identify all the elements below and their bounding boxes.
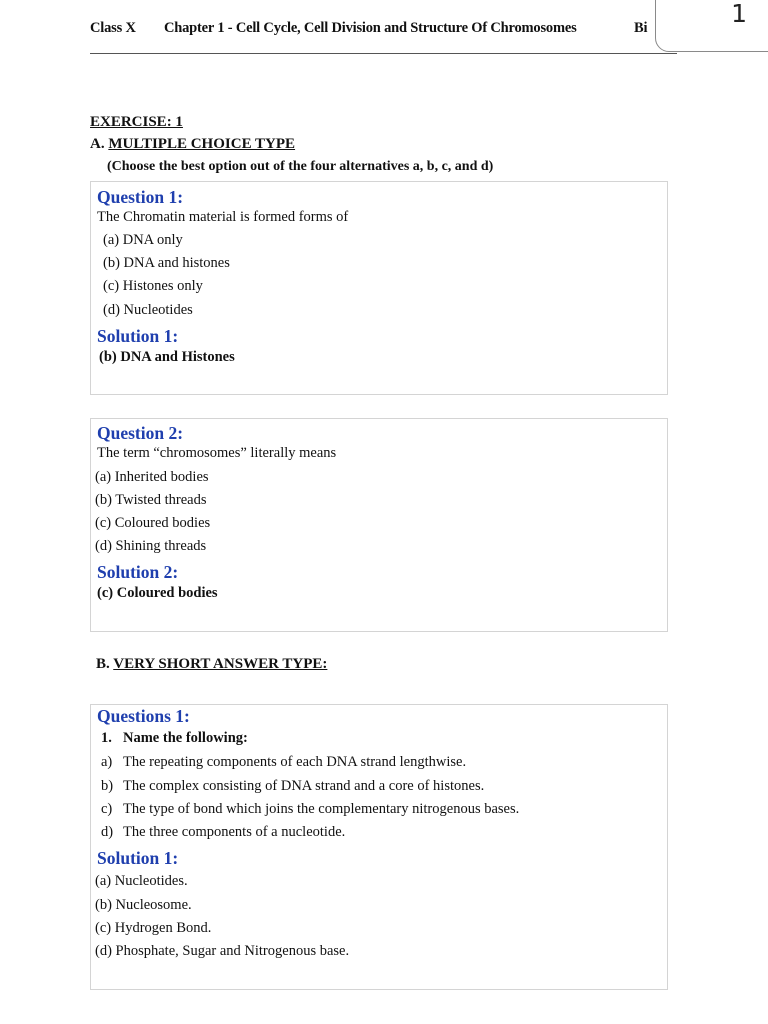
item-text: The three components of a nucleotide. <box>123 824 346 840</box>
item-label: a) <box>101 754 113 770</box>
option-c: (c) Coloured bodies <box>95 515 211 531</box>
option-a: (a) Inherited bodies <box>95 469 209 485</box>
vsa-instruction-number: 1. <box>101 730 112 746</box>
exercise-title: EXERCISE: 1 <box>90 114 183 130</box>
option-d: (d) Nucleotides <box>103 302 193 318</box>
solution-answer: (c) Coloured bodies <box>97 585 218 601</box>
header-class: Class X <box>90 20 136 36</box>
option-d: (d) Shining threads <box>95 538 207 554</box>
header-divider <box>90 53 677 54</box>
section-b-prefix: B. <box>96 656 110 672</box>
section-a-prefix: A. <box>90 136 105 152</box>
item-label: c) <box>101 801 113 817</box>
option-b: (b) DNA and histones <box>103 255 230 271</box>
answer-b: (b) Nucleosome. <box>95 897 192 913</box>
solution-title: Solution 2: <box>97 562 179 582</box>
question-card-vsa <box>90 704 668 990</box>
page-number-tab <box>655 0 768 52</box>
option-a: (a) DNA only <box>103 232 183 248</box>
vsa-item-d <box>101 824 345 841</box>
answer-c: (c) Hydrogen Bond. <box>95 920 212 936</box>
question-title: Question 2: <box>97 423 184 443</box>
option-b: (b) Twisted threads <box>95 492 207 508</box>
question-title: Questions 1: <box>97 706 190 726</box>
answer-d: (d) Phosphate, Sugar and Nitrogenous base. <box>95 943 350 959</box>
question-text: The term “chromosomes” literally means <box>97 445 337 461</box>
vsa-instruction-text: Name the following: <box>123 730 248 746</box>
vsa-instruction <box>101 730 248 747</box>
item-label: d) <box>101 824 114 840</box>
item-text: The complex consisting of DNA strand and a core of histones. <box>123 778 485 794</box>
vsa-item-b <box>101 778 484 795</box>
header-subject: Bi <box>634 20 648 36</box>
question-card-2 <box>90 418 668 632</box>
question-text: The Chromatin material is formed forms of <box>97 209 349 225</box>
item-label: b) <box>101 778 114 794</box>
question-card-1 <box>90 181 668 395</box>
item-text: The type of bond which joins the complementary nitrogenous bases. <box>123 801 520 817</box>
section-a-title: MULTIPLE CHOICE TYPE <box>108 136 296 152</box>
section-b-heading <box>96 656 327 673</box>
vsa-item-a <box>101 754 466 771</box>
item-text: The repeating components of each DNA strand lengthwise. <box>123 754 467 770</box>
question-title: Question 1: <box>97 187 184 207</box>
page-number: 1 <box>731 0 747 28</box>
section-a-instruction: (Choose the best option out of the four alternatives a, b, c, and d) <box>107 159 494 174</box>
option-c: (c) Histones only <box>103 278 203 294</box>
solution-answer: (b) DNA and Histones <box>99 349 235 365</box>
solution-title: Solution 1: <box>97 326 179 346</box>
vsa-item-c <box>101 801 519 818</box>
header-chapter: Chapter 1 - Cell Cycle, Cell Division and Structure Of Chromosomes <box>164 20 577 36</box>
solution-title: Solution 1: <box>97 848 179 868</box>
answer-a: (a) Nucleotides. <box>95 873 188 889</box>
section-b-title: VERY SHORT ANSWER TYPE: <box>113 656 328 672</box>
section-a-heading <box>90 136 295 153</box>
